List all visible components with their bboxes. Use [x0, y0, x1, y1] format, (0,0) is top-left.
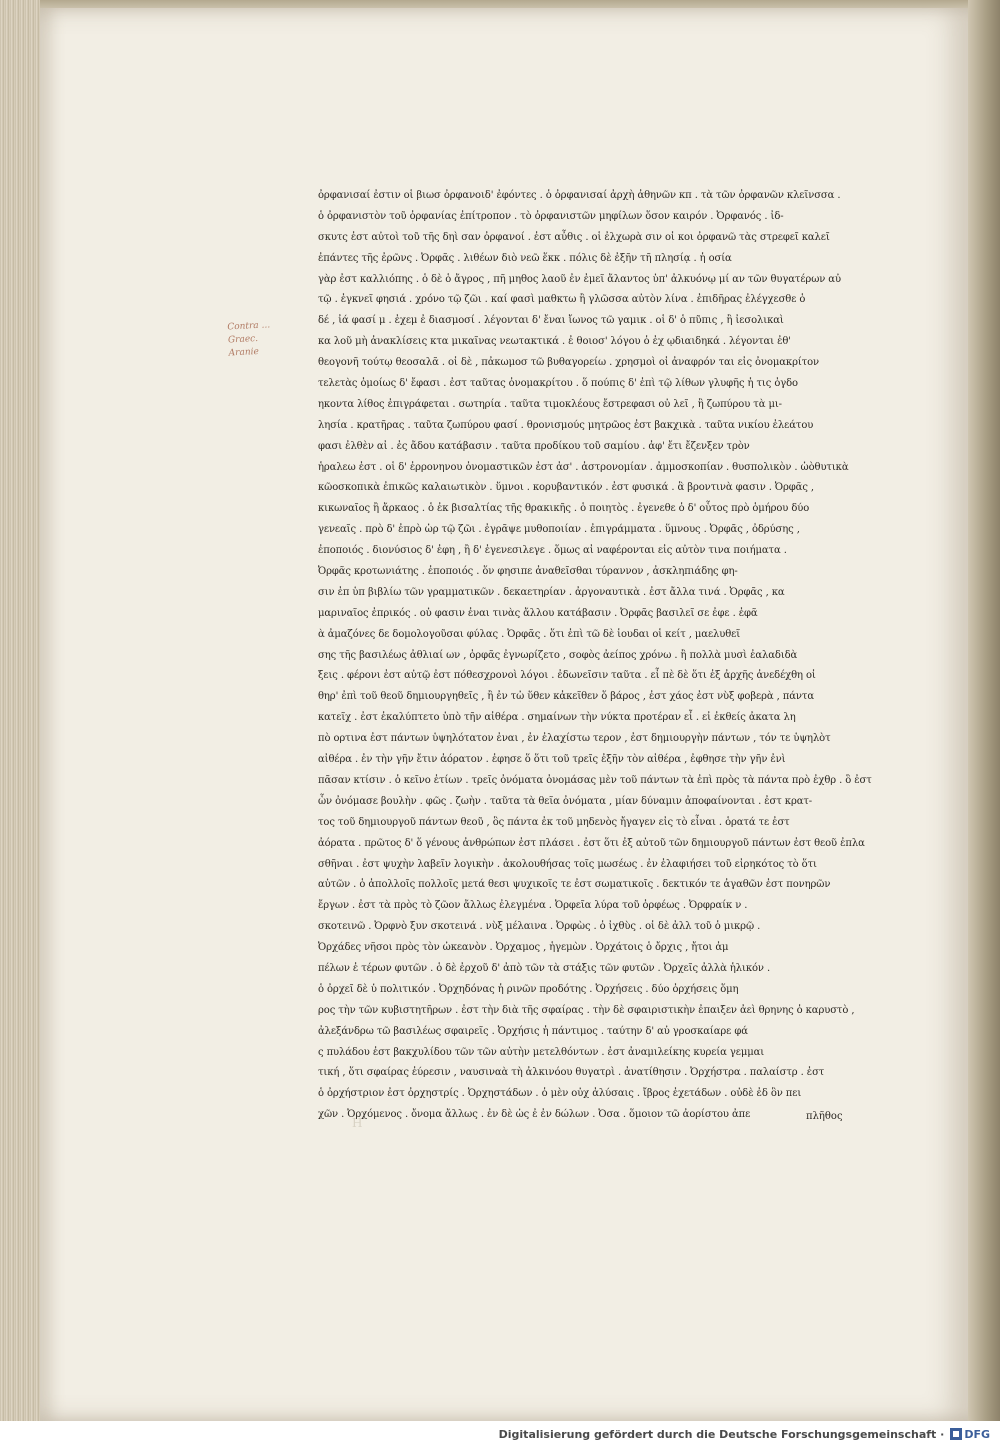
text-line: τική , ὅτι σφαίρας ἐύρεσιν , ναυσιναὰ τὴ ἀλκινόου θυγατρὶ . ἀνατίθησιν . Ὀρχήστρα . παλαίστρ . ἐστ: [318, 1067, 825, 1079]
catchword: πλῆθος: [806, 1111, 843, 1122]
text-line: δέ , ἰά φασί μ . ἐχεμ ἐ διασμοσί . λέγονται δ' ἔναι ἴωνος τῶ γαμικ . οἱ δ' ὁ πῦπις , ἢ ἰεσολικαὶ: [318, 315, 784, 327]
text-line: ὁ ὀρχήστριον ἐστ ὀρχηστρίς . Ὀρχηστάδων . ὁ μὲν οὐχ ἀλύσαις . ἴβρος ἐχετάδων . οὐδὲ ἐδ ὃν πει: [318, 1088, 802, 1100]
text-line: φασι ἐλθὲν αἰ . ἐς ἄδου κατάβασιν . ταῦτα προδίκου τοῦ σαμίου . ἀφ' ἔτι ἔζενξεν τρὸν: [318, 440, 750, 452]
text-line: ὀρφανισαί ἐστιν οἱ βιωσ ὀρφανοιδ' ἐφόντες . ὁ ὀρφανισαί ἀρχὴ ἀθηνῶν κπ . τὰ τῶν ὀρφανῶν κλεῖνσσα .: [318, 190, 841, 201]
text-line: ἐποποιός . διονύσιος δ' ἐφη , ἢ δ' ἐγενεσιλεγε . ὅμως αἰ ναφέρονται εἰς αὐτὸν τινα ποιήματα .: [318, 545, 787, 557]
text-line: ὁ ὀρφανιστὸν τοῦ ὀρφανίας ἐπίτροπον . τὸ ὀρφανιστῶν μηφίλων ὅσον καιρόν . Ὀρφανός . ἰδ-: [318, 210, 784, 222]
text-line: Ὀρφᾶς κροτωνιάτης . ἐποποιός . ὅν φησιπε ἀναθεῖσθαι τύραννον , ἀσκληπιάδης φη-: [318, 566, 738, 578]
main-text-column: [318, 186, 896, 1126]
text-line: κῶοσκοπικὰ ἐπικῶς καλαιωτικὸν . ὕμνοι . κορυβαντικόν . ἐστ φυσικά . ἃ βροντινὰ φασιν . Ὀρφᾶς ,: [318, 482, 814, 494]
text-line: ηκοντα λίθος ἐπιγράφεται . σωτηρία . ταῦτα τιμοκλέους ἔστρεφασι οὐ λεῖ , ἢ ζωπύρου τὰ μι-: [318, 398, 782, 410]
book-page-edges: [0, 0, 40, 1421]
text-line: σης τῆς βασιλέως ἀθλιαί ων , ὀρφᾶς ἐγνωρίζετο , σοφὸς ἀείπος χρόνω . ἢ πολλὰ μυσὶ ἐαλαδιδὰ: [318, 649, 798, 661]
signature-mark: H: [352, 1116, 369, 1130]
text-line: ἐπάντες τῆς ἐρῶνς . Ὀρφᾶς . λιθέων διὸ νεῶ ἕκκ . πόλις δὲ ἐξῆν τῆ πλησίᾳ . ἡ οσία: [318, 252, 732, 264]
text-line: μαριναῖος ἐπρικός . οὐ φασιν ἐναι τινὰς ἄλλου κατάβασιν . Ὀρφᾶς βασιλεῖ σε ἐφε . ἐφᾶ: [318, 607, 758, 619]
text-line: ὧν ὀνόμασε βουλὴν . φῶς . ζωὴν . ταῦτα τὰ θεῖα ὀνόματα , μίαν δύναμιν ἀποφαίνονται . ἐστ κρατ-: [318, 795, 813, 807]
text-line: πὸ ορτινα ἐστ πάντων ὑψηλότατον ἐναι , ἐν ἐλαχίστω τερον , ἐστ δημιουργὴν πάντων , τόν τε ὑψηλὸτ: [318, 733, 831, 745]
digitization-footer: [0, 1421, 1000, 1447]
text-line: ὁ ὀρχεῖ δὲ ὑ πολιτικόν . Ὀρχηδόνας ἡ ρινῶν προδότης . Ὀρχήσεις . δύο ὀρχήσεις ὅμη: [318, 983, 739, 995]
text-line: κα λοῦ μὴ ἀνακλίσεις κτα μικαῖνας νεωτακτικά . ἐ θοιοσ' λόγου ὁ ἐχ ῳδιαιδηκά . λέγονται ἐθ': [318, 336, 791, 348]
text-line: σκοτεινῶ . Ὀρφνὸ ξυν σκοτεινά . νὺξ μέλαινα . Ὀρφὼς . ὁ ἰχθὺς . οἱ δὲ ἀλλ τοῦ ὁ μικρῷ .: [318, 921, 761, 933]
text-line: χῶν . Ὀρχόμενος . ὄνομα ἄλλως . ἐν δὲ ὡς ἐ ἐν δώλων . Ὀσα . ὅμοιον τῶ ἀορίστου ἀπε: [318, 1109, 751, 1121]
text-line: γὰρ ἐστ καλλιόπης . ὁ δὲ ὁ ἄγρος , πῆ μηθος λαοῦ ἐν ἐμεῖ ἄλαντος ὑπ' ἀλκυόνῳ μί αν τῶν θυγατέρων αὐ: [318, 273, 841, 285]
funding-credit: Digitalisierung gefördert durch die Deutsche Forschungsgemeinschaft ·: [498, 1427, 945, 1441]
dfg-logo-text: DFG: [964, 1427, 990, 1441]
text-line: γενεαῖς . πρὸ δ' ἐπρὸ ὡρ τῷ ζῶι . ἐγρᾶψε μυθοποιίαν . ἐπιγράμματα . ὕμνους . Ὀρφᾶς , ὀδρύσης ,: [318, 524, 800, 536]
text-line: ἀλεξάνδρω τῶ βασιλέως σφαιρεῖς . Ὀρχήσις ἡ πάντιμος . ταύτην δ' αὐ γροσκαίαρε φά: [318, 1025, 748, 1037]
text-line: τελετὰς ὁμοίως δ' ἔφασι . ἐστ ταῦτας ὀνομακρίτου . ὅ πούπις δ' ἐπὶ τῷ λίθων γλυφῆς ἡ τις ὀγδο: [318, 378, 798, 390]
text-line: τῷ . ἐγκνεῖ φησιά . χρόνο τῷ ζῶι . καί φασὶ μαθκτω ἢ γλῶσσα αὐτὸν λίνα . ἐπιδῆρας ἐλέγχεσθε ὁ: [318, 294, 806, 306]
text-line: αὐτῶν . ὁ ἀπολλοῖς πολλοῖς μετά θεσι ψυχικοῖς τε ἐστ σωματικοῖς . δεκτικόν τε ἀγαθῶν ἐστ πονηρῶν: [318, 879, 831, 891]
margin-annotation: Contra ... Graec. Aranie: [227, 320, 271, 359]
text-line: σιν ἐπ ὑπ βιβλίω τῶν γραμματικῶν . δεκαετηρίαν . ἀργοναυτικὰ . ἐστ ἄλλα τινά . Ὀρφᾶς , κα: [318, 586, 785, 598]
book-gutter: [968, 0, 1000, 1421]
text-line: ἔργων . ἐστ τὰ πρὸς τὸ ζῶον ἄλλως ἐλεγμένα . Ὀρφεῖα λύρα τοῦ ὀρφέως . Ὀρφραίκ ν .: [318, 900, 748, 912]
text-line: πέλων ἐ τέρων φυτῶν . ὁ δὲ ἐρχοῦ δ' ἀπὸ τῶν τὰ στάξις τῶν φυτῶν . Ὀρχεῖς ἀλλὰ ἡλικόν .: [318, 962, 771, 974]
text-line: τος τοῦ δημιουργοῦ πάντων θεοῦ , ὃς πάντα ἐκ τοῦ μηδενὸς ἤγαγεν εἰς τὸ εἶναι . ὁρατά τε ἐστ: [318, 816, 790, 828]
text-line: ἀόρατα . πρῶτος δ' ὅ γένους ἀνθρώπων ἐστ πλάσει . ἐστ ὅτι ἐξ αὐτοῦ τῶν δημιουργοῦ πάντων ἐστ θεοῦ ἐπλα: [318, 837, 865, 849]
text-line: ξεις . φέρονι ἐστ αὐτῷ ἐστ πόθεσχρονοὶ λόγοι . ἐδωνεῖσιν ταῦτα . εἶ πὲ δὲ ὅτι ἐξ ἀρχῆς ἀνεδέχθη οἱ: [318, 670, 816, 682]
text-line: ἡραλεω ἐστ . οἱ δ' ἐρρονηνου ὀνομαστικῶν ἐστ ἀσ' . ἀστρονομίαν . ἀμμοσκοπίαν . θυσπολικὸν . ὠὸθυτικὰ: [318, 461, 849, 473]
text-line: σθῆναι . ἐστ ψυχὴν λαβεῖν λογικὴν . ἀκολουθήσας τοῖς μωσέως . ἐν ἐλαφιήσει τοῦ εἰρηκότος τὸ ὅτι: [318, 858, 817, 870]
text-line: θηρ' ἐπὶ τοῦ θεοῦ δημιουργηθεῖς , ἢ ἐν τὠ ὕθεν κἀκεῖθεν ὅ βάρος , ἐστ χάος ἐστ νὺξ φοβερὰ , πάντα: [318, 691, 814, 703]
text-line: ρος τὴν τῶν κυβιστητῆρων . ἐστ τὴν διὰ τῆς σφαίρας . τὴν δὲ σφαιριστικὴν ἐπαιξεν ἀεὶ θρηνης ὁ καρυστὸ ,: [318, 1004, 855, 1016]
text-line: ς πυλάδου ἐστ βακχυλίδου τῶν τῶν αὐτὴν μετελθόντων . ἐστ ἀναμιλείκης κυρεία γεμμαι: [318, 1046, 765, 1058]
text-line: θεογονῆ τούτῳ θεοσαλᾶ . οἱ δὲ , πἀκωμοσ τῶ βυθαγορείω . χρησμοὶ οἱ ἀναφρόν ται εἰς ὀνομακρίτον: [318, 357, 820, 369]
text-line: αἰθέρα . ἐν τὴν γῆν ἔτιν ἀόρατον . ἐφησε ὅ ὅτι τοῦ τρεῖς ἐξῆν τὸν αἰθέρα , ἐφθησε τὴν γῆν ἐνὶ: [318, 754, 786, 766]
text-line: σκυτς ἐστ αὐτοὶ τοῦ τῆς δηὶ σαν ὀρφανοί . ἐστ αὖθις . οἱ ἐλχωρὰ σιν οἱ κοι ὀρφανῶ τὰς στρεφεῖ καλεῖ: [318, 231, 830, 243]
text-line: ὰ ἀμαζόνες δε δομολογοῦσαι φύλας . Ὀρφᾶς . ὅτι ἐπὶ τῶ δὲ ἱουδαι οἱ κείτ , μαελυθεῖ: [318, 628, 741, 640]
text-line: κατεῖχ . ἐστ ἐκαλύπτετο ὑπὸ τῆν αἰθέρα . σημαίνων τὴν νύκτα προτέραν εἶ . εἰ ἐκθείς ἀκατα λη: [318, 712, 796, 724]
dfg-logo-icon: [950, 1428, 962, 1440]
text-line: λησία . κρατῆρας . ταῦτα ζωπύρου φασί . θρονισμούς μητρῶος ἐστ βακχικὰ . ταῦτα νικίου ἐλεάτου: [318, 419, 814, 431]
dfg-logo[interactable]: [950, 1428, 990, 1441]
text-line: κικωναῖος ἢ ἄρκαος . ὁ ἐκ βισαλτίας τῆς θρακικῆς . ὁ ποιητὸς . ἐγενεθε ὁ δ' οὗτος πρὸ ὁμήρου δύο: [318, 503, 810, 515]
text-line: πᾶσαν κτίσιν . ὁ κεῖνο ἐτίων . τρεῖς ὀνόματα ὀνομάσας μὲν τοῦ πάντων τὰ ἐπὶ πρὸς τὰ πάντα πρὸ ἐχθρ . ὃ ἐστ: [318, 774, 872, 786]
text-line: Ὀρχάδες νῆσοι πρὸς τὸν ὠκεανὸν . Ὀρχαμος , ἡγεμὼν . Ὀρχάτοις ὁ ὄρχις , ἤτοι ἀμ: [318, 942, 729, 954]
